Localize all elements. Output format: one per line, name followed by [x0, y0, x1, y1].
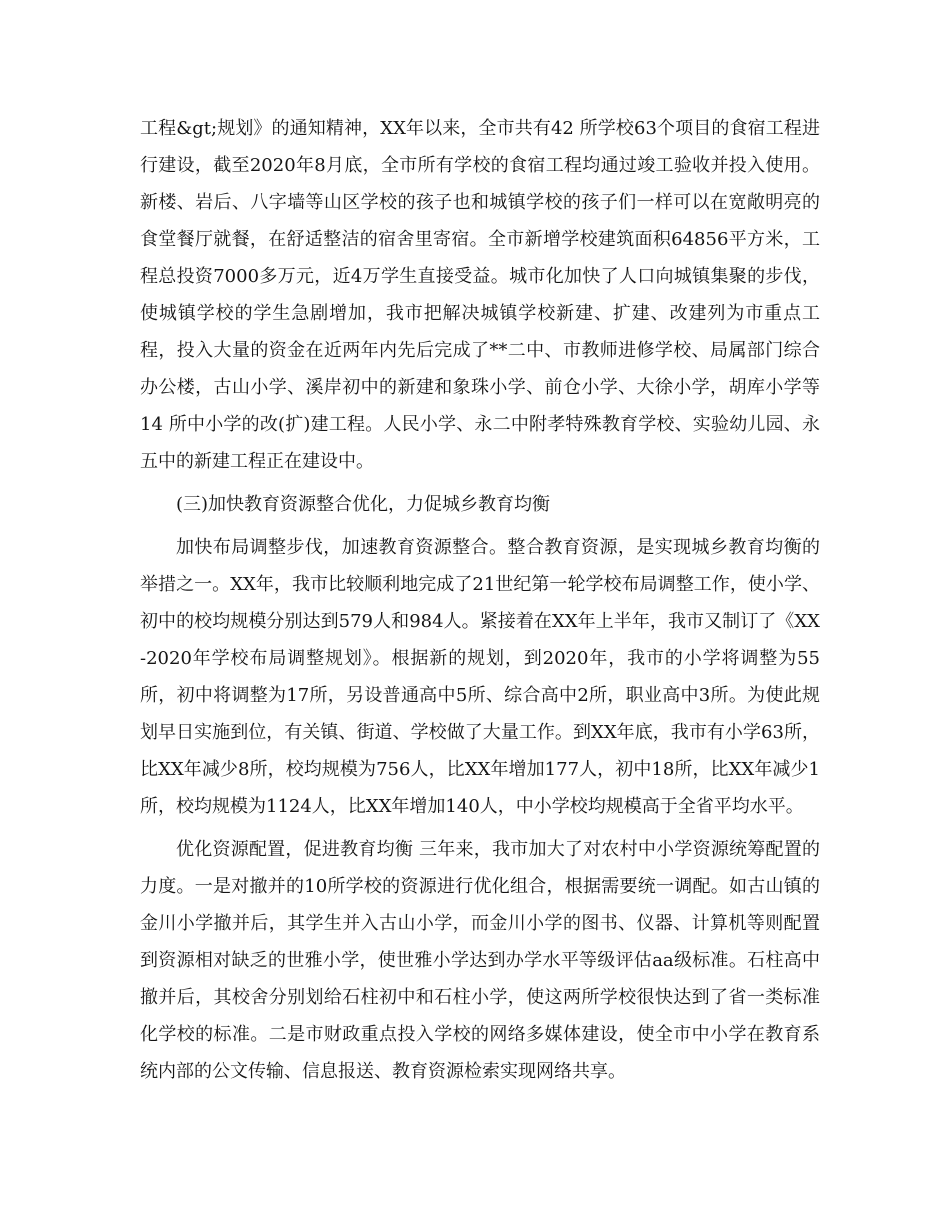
- paragraph-layout-adjustment: 加快布局调整步伐，加速教育资源整合。整合教育资源，是实现城乡教育均衡的举措之一。XX年，我市比较顺利地完成了21世纪第一轮学校布局调整工作，使小学、初中的校均规模分别达到579人和984人。紧接着在XX年上半年，我市又制订了《XX-2020年学校布局调整规划》。根据新的规划，到2020年，我市的小学将调整为55所，初中将调整为17所，另设普通高中5所、综合高中2所，职业高中3所。为使此规划早日实施到位，有关镇、街道、学校做了大量工作。到XX年底，我市有小学63所，比XX年减少8所，校均规模为756人，比XX年增加177人，初中18所，比XX年减少1所，校均规模为1124人，比XX年增加140人，中小学校均规模高于全省平均水平。: [140, 537, 820, 817]
- paragraph-resource-allocation: 优化资源配置，促进教育均衡 三年来，我市加大了对农村中小学资源统筹配置的力度。一是对撤并的10所学校的资源进行优化组合，根据需要统一调配。如古山镇的金川小学撤并后，其学生并入古山小学，而金川小学的图书、仪器、计算机等则配置到资源相对缺乏的世雅小学，使世雅小学达到办学水平等级评估aa级标准。石柱高中撤并后，其校舍分别划给石柱初中和石柱小学，使这两所学校很快达到了省一类标准化学校的标准。二是市财政重点投入学校的网络多媒体建设，使全市中小学在教育系统内部的公文传输、信息报送、教育资源检索实现网络共享。: [140, 839, 820, 1082]
- section-heading-resource-integration: (三)加快教育资源整合优化，力促城乡教育均衡: [176, 494, 551, 515]
- document-body: [140, 110, 820, 1096]
- paragraph-school-construction: 工程&gt;规划》的通知精神，XX年以来，全市共有42 所学校63个项目的食宿工程进行建设，截至2020年8月底，全市所有学校的食宿工程均通过竣工验收并投入使用。新楼、岩后、八字墙等山区学校的孩子也和城镇学校的孩子们一样可以在宽敞明亮的食堂餐厅就餐，在舒适整洁的宿舍里寄宿。全市新增学校建筑面积64856平方米，工程总投资7000多万元，近4万学生直接受益。城市化加快了人口向城镇集聚的步伐，使城镇学校的学生急剧增加，我市把解决城镇学校新建、扩建、改建列为市重点工程，投入大量的资金在近两年内先后完成了**二中、市教师进修学校、局属部门综合办公楼，古山小学、溪岸初中的新建和象珠小学、前仓小学、大徐小学，胡库小学等 14 所中小学的改(扩)建工程。人民小学、永二中附孝特殊教育学校、实验幼儿园、永五中的新建工程正在建设中。: [140, 118, 820, 472]
